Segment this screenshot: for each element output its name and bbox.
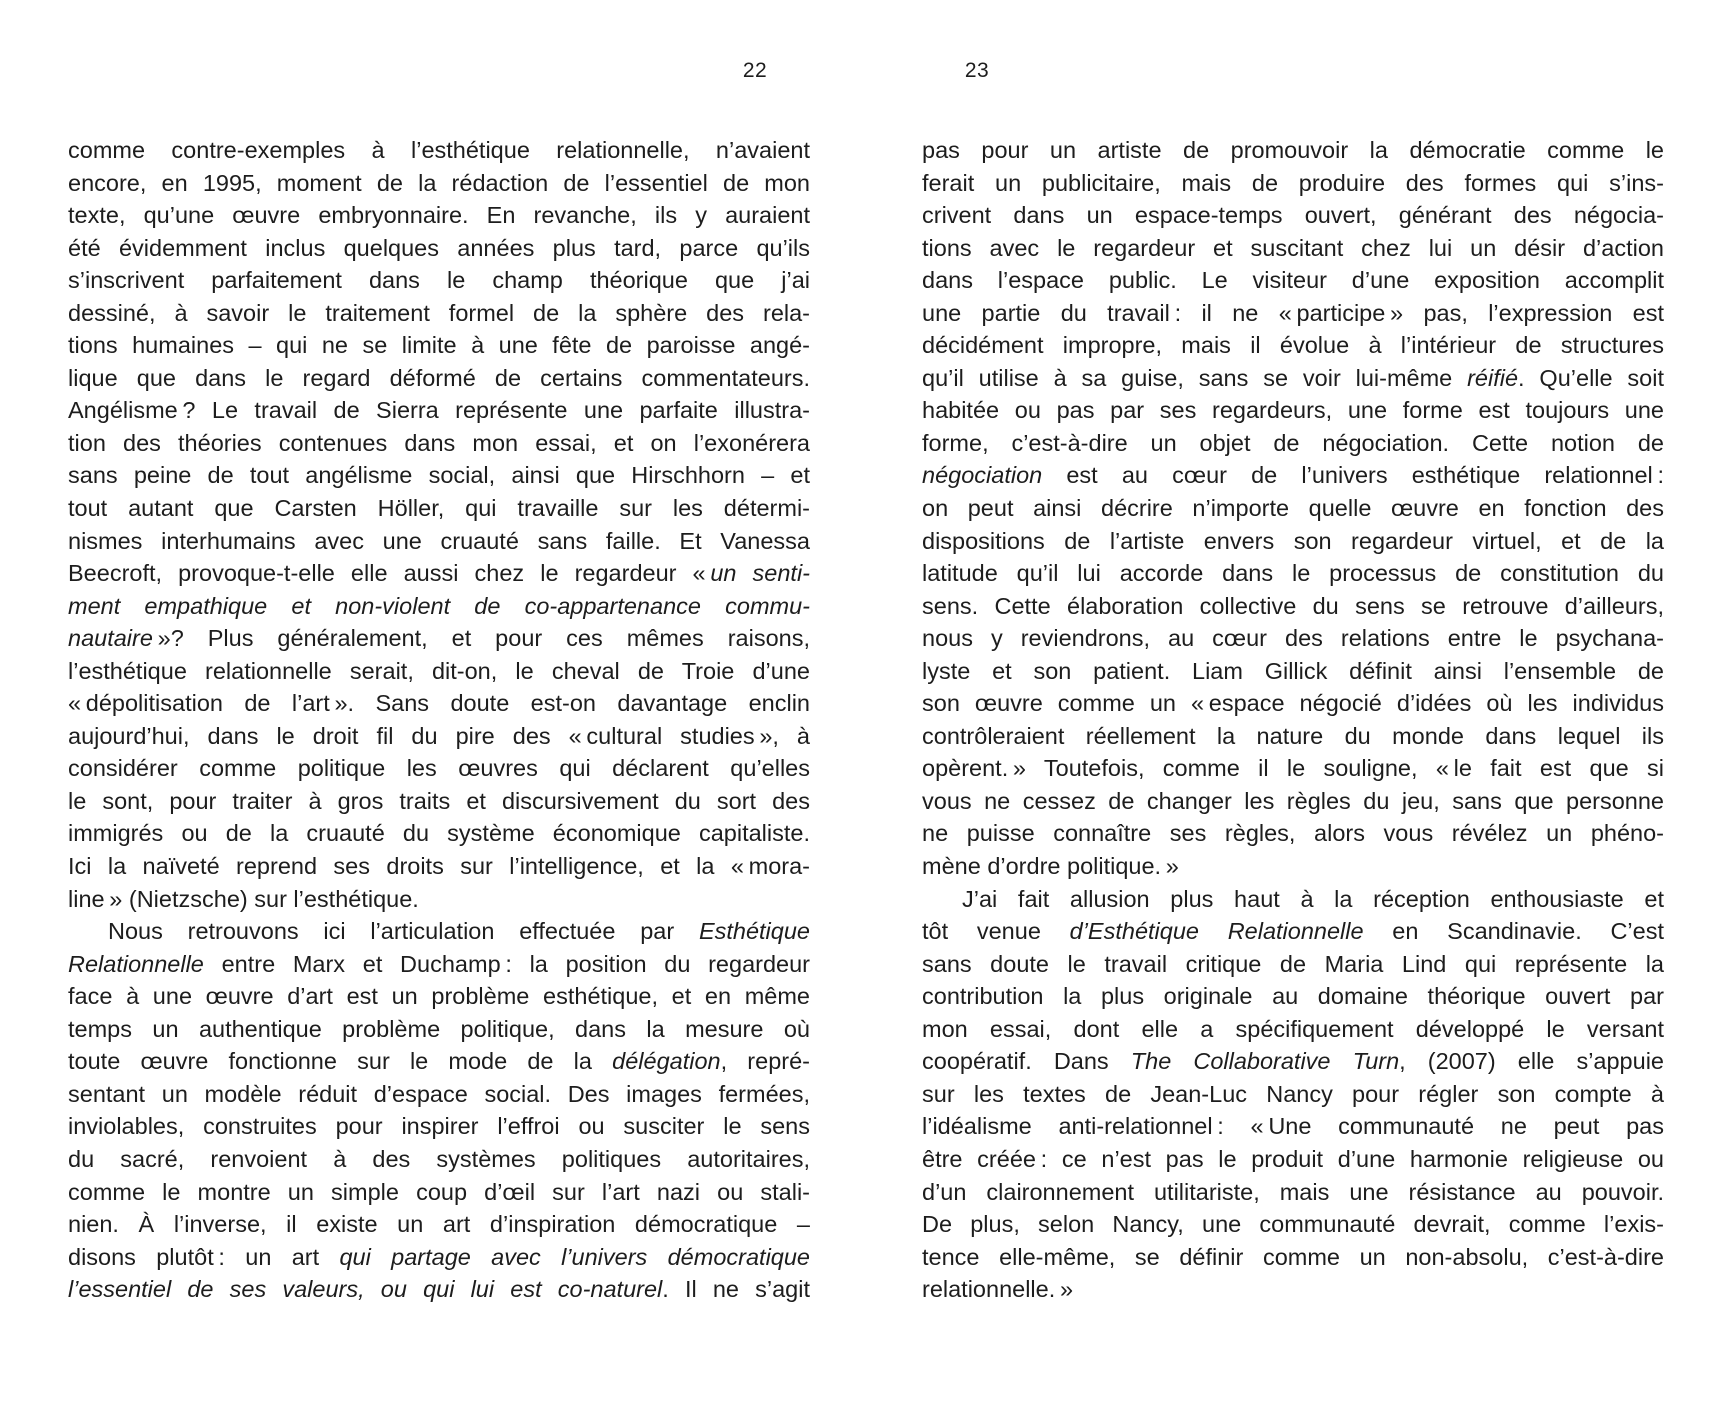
text-line bbox=[922, 459, 1664, 492]
text-segment: dispositions de l’artiste envers son regardeur virtuel, et de la bbox=[922, 527, 1664, 554]
text-line bbox=[922, 1143, 1664, 1176]
text-segment: latitude qu’il lui accorde dans le processus de constitution du bbox=[922, 560, 1664, 587]
text-line bbox=[68, 655, 810, 688]
text-segment: habitée ou pas par ses regardeurs, une forme est toujours une bbox=[922, 397, 1664, 424]
text-segment: contrôleraient réellement la nature du monde dans lequel ils bbox=[922, 722, 1664, 749]
text-segment: pas pour un artiste de promouvoir la démocratie comme le bbox=[922, 137, 1664, 163]
italic-text-segment: ment empathique et non-violent de co-appartenance commu- bbox=[68, 592, 810, 619]
text-line bbox=[922, 199, 1664, 232]
page-left-text-block bbox=[68, 134, 810, 1306]
text-line bbox=[68, 785, 810, 818]
text-segment: nismes interhumains avec une cruauté sans faille. Et Vanessa bbox=[68, 527, 810, 554]
text-line bbox=[922, 329, 1664, 362]
text-segment: considérer comme politique les œuvres qui déclarent qu’elles bbox=[68, 755, 810, 782]
text-segment: coopératif. Dans bbox=[922, 1048, 1131, 1075]
text-line bbox=[68, 948, 810, 981]
text-segment: ne puisse connaître ses règles, alors vous révélez un phéno- bbox=[922, 820, 1664, 847]
italic-text-segment: qui partage avec l’univers démocratique bbox=[339, 1243, 810, 1270]
text-segment: le sont, pour traiter à gros traits et discursivement du sort des bbox=[68, 787, 810, 814]
text-segment: tion des théories contenues dans mon essai, et on l’exonérera bbox=[68, 429, 810, 456]
text-line bbox=[922, 297, 1664, 330]
text-segment: son œuvre comme un « espace négocié d’idées où les individus bbox=[922, 690, 1664, 717]
text-line bbox=[922, 232, 1664, 265]
text-line bbox=[68, 817, 810, 850]
text-segment: disons plutôt : un art bbox=[68, 1243, 340, 1270]
text-segment: Beecroft, provoque-t-elle elle aussi chez le regardeur « bbox=[68, 560, 711, 587]
text-segment: l’idéalisme anti-relationnel : « Une communauté ne peut pas bbox=[922, 1113, 1664, 1140]
text-segment: sans doute le travail critique de Maria Lind qui représente la bbox=[922, 950, 1664, 977]
text-line bbox=[68, 1045, 810, 1078]
text-segment: inviolables, construites pour inspirer l’effroi ou susciter le sens bbox=[68, 1113, 810, 1140]
text-line bbox=[68, 850, 810, 883]
italic-text-segment: Esthétique bbox=[698, 918, 810, 945]
text-segment: tions avec le regardeur et suscitant chez lui un désir d’action bbox=[922, 234, 1664, 261]
text-segment: opèrent. » Toutefois, comme il le souligne, « le fait est que si bbox=[922, 755, 1664, 782]
text-segment: sans peine de tout angélisme social, ainsi que Hirschhorn – et bbox=[68, 462, 810, 489]
text-line bbox=[922, 557, 1664, 590]
text-segment: toute œuvre fonctionne sur le mode de la bbox=[68, 1048, 613, 1075]
italic-text-segment: The Collaborative Turn bbox=[1130, 1048, 1400, 1075]
text-segment: texte, qu’une œuvre embryonnaire. En revanche, ils y auraient bbox=[68, 202, 810, 229]
text-line bbox=[922, 850, 1664, 883]
text-segment: contribution la plus originale au domaine théorique ouvert par bbox=[922, 983, 1664, 1010]
text-line bbox=[68, 1273, 810, 1306]
text-segment: sens. Cette élaboration collective du sens se retrouve d’ailleurs, bbox=[922, 592, 1664, 619]
text-segment: l’esthétique relationnelle serait, dit-on, le cheval de Troie d’une bbox=[68, 657, 810, 684]
text-segment: entre Marx et Duchamp : la position du regardeur bbox=[203, 950, 810, 977]
page-number-right: 23 bbox=[964, 59, 990, 82]
text-line bbox=[68, 1078, 810, 1111]
text-line bbox=[68, 1241, 810, 1274]
text-segment: mon essai, dont elle a spécifiquement développé le versant bbox=[922, 1015, 1664, 1042]
text-line bbox=[922, 1013, 1664, 1046]
text-segment: nous y reviendrons, au cœur des relations entre le psychana- bbox=[922, 625, 1664, 652]
text-segment: face à une œuvre d’art est un problème esthétique, et en même bbox=[68, 983, 810, 1010]
text-line bbox=[922, 980, 1664, 1013]
text-line bbox=[68, 915, 810, 948]
text-segment: forme, c’est-à-dire un objet de négociation. Cette notion de bbox=[922, 429, 1664, 456]
text-segment: crivent dans un espace-temps ouvert, générant des négocia- bbox=[922, 202, 1664, 229]
text-segment: Nous retrouvons ici l’articulation effectuée par bbox=[108, 918, 699, 945]
text-line bbox=[922, 492, 1664, 525]
italic-text-segment: délégation bbox=[612, 1048, 721, 1075]
italic-text-segment: d’Esthétique Relationnelle bbox=[1069, 918, 1364, 945]
text-line bbox=[922, 1110, 1664, 1143]
text-line bbox=[922, 687, 1664, 720]
text-segment: , (2007) elle s’appuie bbox=[1399, 1048, 1664, 1075]
text-segment: . Qu’elle soit bbox=[1518, 364, 1664, 391]
text-line bbox=[68, 199, 810, 232]
text-segment: en Scandinavie. C’est bbox=[1363, 918, 1664, 945]
text-segment: on peut ainsi décrire n’importe quelle œuvre en fonction des bbox=[922, 495, 1664, 522]
text-segment: dessiné, à savoir le traitement formel de la sphère des rela- bbox=[68, 299, 810, 326]
text-line bbox=[922, 655, 1664, 688]
italic-text-segment: nautaire bbox=[68, 625, 153, 652]
text-line bbox=[922, 622, 1664, 655]
text-line bbox=[922, 1078, 1664, 1111]
text-segment: s’inscrivent parfaitement dans le champ théorique que j’ai bbox=[68, 267, 810, 294]
italic-text-segment: Relationnelle bbox=[68, 950, 204, 977]
text-segment: . Il ne s’agit bbox=[662, 1276, 810, 1303]
page-number-left: 22 bbox=[742, 59, 768, 82]
italic-text-segment: négociation bbox=[922, 462, 1043, 489]
text-line bbox=[922, 362, 1664, 395]
text-line bbox=[68, 329, 810, 362]
text-line bbox=[68, 362, 810, 395]
text-line bbox=[922, 525, 1664, 558]
text-line bbox=[68, 232, 810, 265]
text-line bbox=[922, 590, 1664, 623]
text-line bbox=[68, 622, 810, 655]
text-line bbox=[922, 1273, 1664, 1306]
text-segment: J’ai fait allusion plus haut à la réception enthousiaste et bbox=[962, 885, 1664, 912]
text-line bbox=[68, 134, 810, 167]
text-line bbox=[68, 459, 810, 492]
text-segment: De plus, selon Nancy, une communauté devrait, comme l’exis- bbox=[922, 1211, 1664, 1238]
text-line bbox=[922, 785, 1664, 818]
text-line bbox=[922, 817, 1664, 850]
text-line bbox=[922, 1241, 1664, 1274]
text-segment: nien. À l’inverse, il existe un art d’inspiration démocratique – bbox=[68, 1211, 810, 1238]
text-line bbox=[68, 525, 810, 558]
text-line bbox=[68, 492, 810, 525]
text-segment: , repré- bbox=[720, 1048, 810, 1075]
text-segment: tout autant que Carsten Höller, qui travaille sur les détermi- bbox=[68, 495, 810, 522]
text-segment: immigrés ou de la cruauté du système économique capitaliste. bbox=[68, 820, 810, 847]
italic-text-segment: un senti- bbox=[710, 560, 810, 587]
text-line bbox=[922, 883, 1664, 916]
text-segment: décidément impropre, mais il évolue à l’intérieur de structures bbox=[922, 332, 1664, 359]
text-segment: être créée : ce n’est pas le produit d’une harmonie religieuse ou bbox=[922, 1145, 1664, 1172]
text-line bbox=[68, 297, 810, 330]
text-line bbox=[922, 394, 1664, 427]
page-right-text-block bbox=[922, 134, 1664, 1306]
text-line bbox=[68, 1013, 810, 1046]
text-line bbox=[68, 264, 810, 297]
text-line bbox=[68, 1143, 810, 1176]
text-segment: sentant un modèle réduit d’espace social. Des images fermées, bbox=[68, 1080, 810, 1107]
text-segment: vous ne cessez de changer les règles du jeu, sans que personne bbox=[922, 787, 1664, 814]
text-segment: du sacré, renvoient à des systèmes politiques autoritaires, bbox=[68, 1145, 810, 1172]
text-line bbox=[68, 720, 810, 753]
text-segment: relationnelle. » bbox=[922, 1276, 1074, 1303]
text-segment: lyste et son patient. Liam Gillick définit ainsi l’ensemble de bbox=[922, 657, 1664, 684]
text-segment: mène d’ordre politique. » bbox=[922, 853, 1179, 880]
text-line bbox=[922, 720, 1664, 753]
text-line bbox=[68, 1208, 810, 1241]
text-segment: Ici la naïveté reprend ses droits sur l’intelligence, et la « mora- bbox=[68, 853, 810, 880]
italic-text-segment: réifié bbox=[1467, 364, 1519, 391]
text-segment: lique que dans le regard déformé de certains commentateurs. bbox=[68, 364, 810, 391]
text-segment: »? Plus généralement, et pour ces mêmes raisons, bbox=[152, 625, 810, 652]
text-line bbox=[922, 264, 1664, 297]
text-segment: encore, en 1995, moment de la rédaction de l’essentiel de mon bbox=[68, 169, 810, 196]
text-segment: comme contre-exemples à l’esthétique relationnelle, n’avaient bbox=[68, 137, 810, 163]
text-segment: aujourd’hui, dans le droit fil du pire des « cultural studies », à bbox=[68, 722, 810, 749]
text-line bbox=[922, 915, 1664, 948]
text-line bbox=[68, 427, 810, 460]
text-segment: comme le montre un simple coup d’œil sur l’art nazi ou stali- bbox=[68, 1178, 810, 1205]
text-segment: « dépolitisation de l’art ». Sans doute est-on davantage enclin bbox=[68, 690, 810, 717]
text-line bbox=[68, 1110, 810, 1143]
text-segment: été évidemment inclus quelques années plus tard, parce qu’ils bbox=[68, 234, 810, 261]
text-line bbox=[68, 394, 810, 427]
text-line bbox=[922, 1045, 1664, 1078]
italic-text-segment: l’essentiel de ses valeurs, ou qui lui est co-naturel bbox=[68, 1276, 663, 1303]
text-segment: qu’il utilise à sa guise, sans se voir lui-même bbox=[922, 364, 1468, 391]
text-segment: sur les textes de Jean-Luc Nancy pour régler son compte à bbox=[922, 1080, 1664, 1107]
text-segment: dans l’espace public. Le visiteur d’une exposition accomplit bbox=[922, 267, 1664, 294]
text-segment: line » (Nietzsche) sur l’esthétique. bbox=[68, 885, 419, 912]
text-line bbox=[68, 167, 810, 200]
text-line bbox=[68, 590, 810, 623]
text-segment: tôt venue bbox=[922, 918, 1070, 945]
text-segment: tions humaines – qui ne se limite à une fête de paroisse angé- bbox=[68, 332, 810, 359]
text-line bbox=[68, 752, 810, 785]
text-segment: tence elle-même, se définir comme un non-absolu, c’est-à-dire bbox=[922, 1243, 1664, 1270]
text-line bbox=[922, 1208, 1664, 1241]
text-line bbox=[922, 427, 1664, 460]
text-line bbox=[922, 167, 1664, 200]
text-line bbox=[68, 687, 810, 720]
text-line bbox=[68, 1176, 810, 1209]
text-segment: temps un authentique problème politique, dans la mesure où bbox=[68, 1015, 810, 1042]
text-segment: d’un claironnement utilitariste, mais une résistance au pouvoir. bbox=[922, 1178, 1664, 1205]
text-segment: est au cœur de l’univers esthétique relationnel : bbox=[1042, 462, 1664, 489]
text-segment: ferait un publicitaire, mais de produire des formes qui s’ins- bbox=[922, 169, 1664, 196]
text-segment: Angélisme ? Le travail de Sierra représente une parfaite illustra- bbox=[68, 397, 810, 424]
text-line bbox=[922, 752, 1664, 785]
text-line bbox=[922, 134, 1664, 167]
text-segment: une partie du travail : il ne « participe » pas, l’expression est bbox=[922, 299, 1664, 326]
text-line bbox=[68, 883, 810, 916]
text-line bbox=[68, 980, 810, 1013]
text-line bbox=[68, 557, 810, 590]
text-line bbox=[922, 948, 1664, 981]
text-line bbox=[922, 1176, 1664, 1209]
